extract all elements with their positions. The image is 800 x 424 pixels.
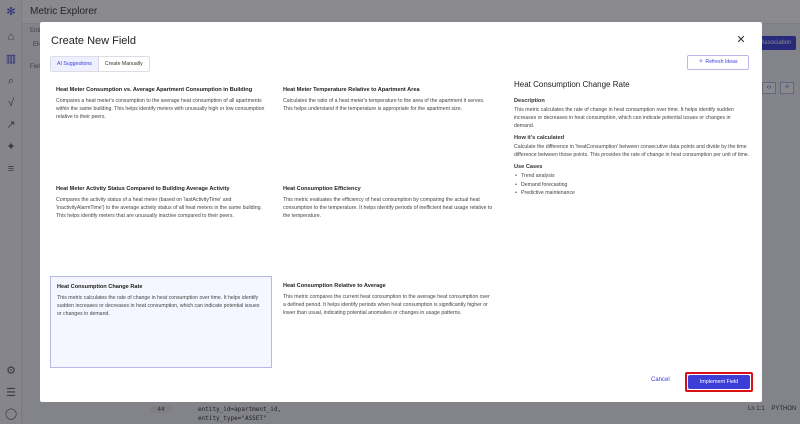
suggestion-description: This metric evaluates the efficiency of heat consumption by comparing the actual heat consumption to the temperature. It helps identify periods of inefficient heat usage relative to the temperature. (283, 197, 493, 220)
suggestion-card[interactable] (50, 80, 272, 172)
suggestion-description: This metric calculates the rate of change in heat consumption over time. It helps identify sudden increases or decreases in heat consumption, which can indicate potential issues or changes in demand. (57, 295, 260, 318)
tab-create-manually[interactable]: Create Manually (104, 61, 143, 67)
suggestion-description: Compares a heat meter's consumption to the average heat consumption of all apartments within the same building. This helps identify meters with unusually high or low consumption relative to their peers. (56, 98, 265, 121)
suggestion-title: Heat Consumption Change Rate (57, 284, 143, 290)
suggestion-card[interactable] (277, 179, 499, 271)
suggestion-card-selected[interactable] (50, 276, 272, 368)
use-case-item: • Demand forecasting (514, 181, 750, 190)
create-field-modal (40, 22, 762, 402)
suggestion-title: Heat Meter Activity Status Compared to Building Average Activity (56, 186, 230, 192)
mode-tabs (50, 56, 150, 72)
suggestion-description: Calculates the ratio of a heat meter's temperature to the area of the apartment it serves. This helps understand if the temperature is appropriate for the apartment size. (283, 98, 485, 113)
use-case-item: • Trend analysis (514, 172, 750, 181)
tab-ai-suggestions[interactable]: AI Suggestions (51, 57, 99, 71)
use-case-list (514, 172, 750, 198)
modal-title: Create New Field (51, 35, 136, 47)
refresh-ideas-button[interactable] (687, 55, 749, 70)
detail-description-heading: Description (514, 98, 545, 104)
implement-field-button[interactable]: Implement Field (688, 375, 750, 389)
detail-panel (514, 80, 750, 198)
cancel-button[interactable]: Cancel (651, 377, 670, 383)
suggestion-title: Heat Consumption Efficiency (283, 186, 361, 192)
detail-how-heading: How it's calculated (514, 135, 565, 142)
use-case-item: • Predictive maintenance (514, 189, 750, 198)
sparkle-icon: ✧ (698, 59, 704, 65)
close-icon[interactable]: ✕ (736, 34, 746, 46)
suggestion-description: This metric compares the current heat consumption to the average heat consumption over a defined period. It helps identify periods when heat consumption is significantly higher or lower than usual, indicating potential anomalies or changes in usage patterns. (283, 294, 490, 317)
detail-title: Heat Consumption Change Rate (514, 80, 630, 89)
suggestion-title: Heat Meter Temperature Relative to Apartment Area (283, 87, 420, 93)
detail-how: Calculate the difference in 'heatConsumption' between consecutive data points and divide by the time difference between those points. This provides the rate of change in heat consumption per unit of time. (514, 144, 750, 159)
suggestion-card[interactable] (277, 80, 499, 172)
detail-use-cases-heading: Use Cases (514, 164, 543, 171)
suggestion-card[interactable] (277, 276, 499, 368)
refresh-ideas-label: Refresh Ideas (705, 59, 738, 65)
suggestion-title: Heat Meter Consumption vs. Average Apartment Consumption in Building (56, 87, 253, 93)
suggestion-card[interactable] (50, 179, 272, 271)
suggestion-description: Compares the activity status of a heat meter (based on 'lastActivityTime' and 'inactivityAlarmTime') to the average activity status of all heat meters in the same building. This helps identify meters that are unusually inactive compared to their peers. (56, 197, 262, 220)
suggestion-title: Heat Consumption Relative to Average (283, 283, 386, 289)
detail-description: This metric calculates the rate of change in heat consumption over time. It helps identify sudden increases or decreases in heat consumption, which can indicate potential issues or changes in demand. (514, 107, 734, 130)
